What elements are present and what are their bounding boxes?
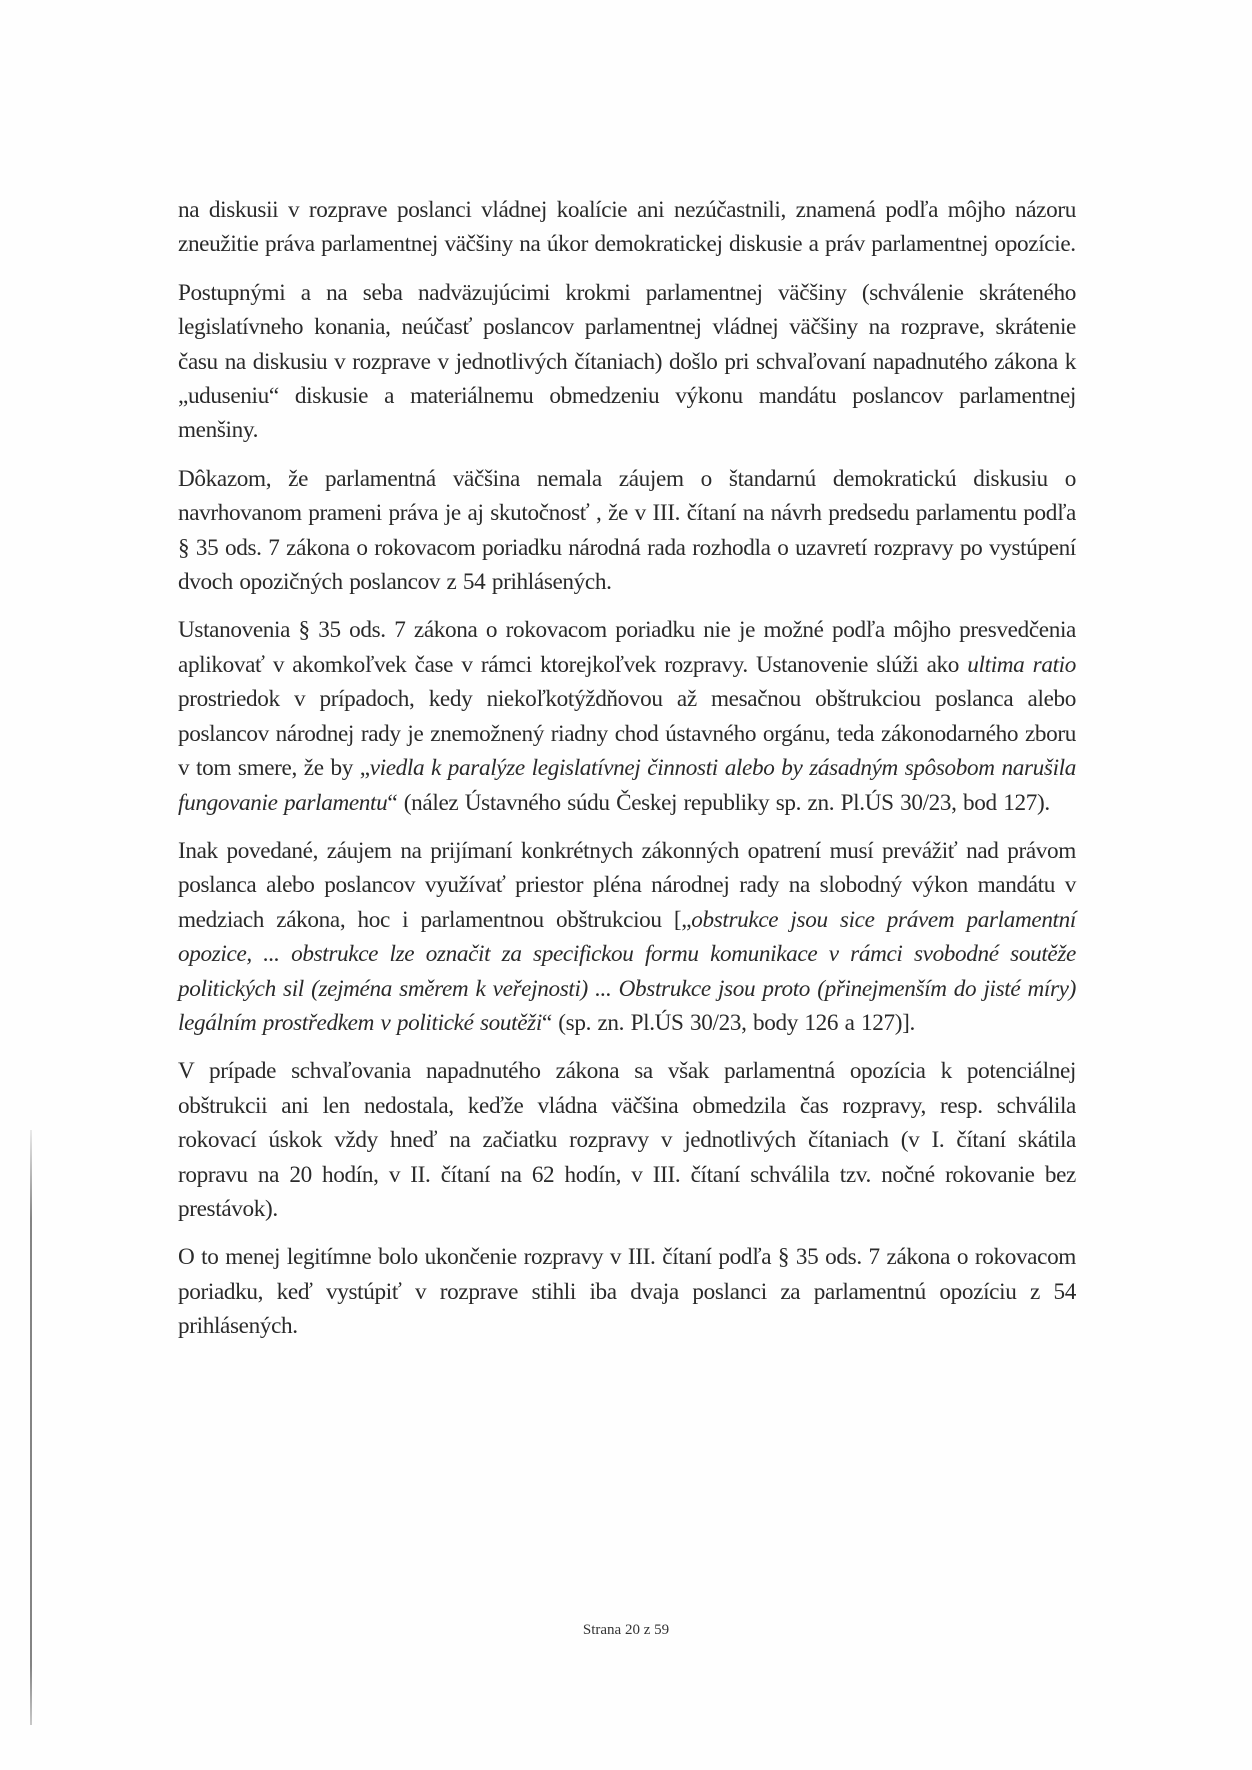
text-segment: “ (nález Ústavného súdu Českej republiky sp. zn. Pl.ÚS 30/23, bod 127). [387,789,1050,816]
page-footer [0,1622,1252,1639]
paragraph [178,276,1076,448]
document-body [178,193,1076,1358]
paragraph [178,193,1076,262]
text-segment: Dôkazom, že parlamentná väčšina nemala záujem o štandarnú demokratickú diskusiu o navrhovanom prameni práva je aj skutočnosť , že v III. čítaní na návrh predsedu parlamentu podľa § 35 ods. 7 zákona o rokovacom poriadku národná rada rozhodla o uzavretí rozpravy po vystúpení dvoch opozičných poslancov z 54 prihlásených. [178,465,1076,596]
italic-quote: viedla k paralýze legislatívnej činnosti alebo by zásadným spôsobom narušila fungovanie parlamentu [178,755,1077,816]
text-segment: O to menej legitímne bolo ukončenie rozpravy v III. čítaní podľa § 35 ods. 7 zákona o rokovacom poriadku, keď vystúpiť v rozprave stihli iba dvaja poslanci za parlamentnú opozíciu z 54 prihlásených. [178,1244,1076,1340]
paragraph [178,613,1076,819]
text-segment: Postupnými a na seba nadväzujúcimi krokmi parlamentnej väčšiny (schválenie skráteného legislatívneho konania, neúčasť poslancov parlamentnej vládnej väčšiny na rozprave, skrátenie času na diskusiu v rozprave v jednotlivých čítaniach) došlo pri schvaľovaní napadnutého zákona k „uduseniu“ diskusie a materiálnemu obmedzeniu výkonu mandátu poslancov parlamentnej menšiny. [178,279,1076,444]
paragraph [178,462,1076,600]
italic-term: ultima ratio [967,651,1076,678]
text-segment: V prípade schvaľovania napadnutého zákona sa však parlamentná opozícia k potenciálnej obštrukcii ani len nedostala, keďže vládna väčšina obmedzila čas rozpravy, resp. schválila rokovací úskok vždy hneď na začiatku rozpravy v jednotlivých čítaniach (v I. čítaní skátila ropravu na 20 hodín, v II. čítaní na 62 hodín, v III. čítaní schválila tzv. nočné rokovanie bez prestávok). [178,1058,1076,1222]
text-segment: “ (sp. zn. Pl.ÚS 30/23, body 126 a 127)]. [541,1009,915,1036]
paragraph [178,1240,1076,1343]
paragraph [178,834,1076,1040]
paragraph [178,1054,1076,1226]
page-number: Strana 20 z 59 [582,1622,670,1638]
text-segment: prostriedok v prípadoch, kedy niekoľkotýždňovou až mesačnou obštrukciou poslanca alebo poslancov národnej rady je znemožnený riadny chod ústavného orgánu, teda zákonodarného zboru v tom smere, že by „ [178,686,1076,782]
text-segment: na diskusii v rozprave poslanci vládnej koalície ani nezúčastnili, znamená podľa môjho názoru zneužitie práva parlamentnej väčšiny na úkor demokratickej diskusie a práv parlamentnej opozície. [178,197,1076,258]
text-segment: Inak povedané, záujem na prijímaní konkrétnych zákonných opatrení musí prevážiť nad právom poslanca alebo poslancov využívať priestor pléna národnej rady na slobodný výkon mandátu v medziach zákona, hoc i parlamentnou obštrukciou [„ [178,837,1076,933]
text-segment: Ustanovenia § 35 ods. 7 zákona o rokovacom poriadku nie je možné podľa môjho presvedčenia aplikovať v akomkoľvek čase v rámci ktorejkoľvek rozpravy. Ustanovenie slúži ako [178,617,1076,678]
italic-quote: obstrukce jsou sice právem parlamentní opozice, ... obstrukce lze označit za specifickou formu komunikace v rámci svobodné soutěže politických sil (zejména směrem k veřejnosti) ... Obstrukce jsou proto (přinejmenším do jisté míry) legálním prostředkem v politické soutěži [178,906,1076,1036]
